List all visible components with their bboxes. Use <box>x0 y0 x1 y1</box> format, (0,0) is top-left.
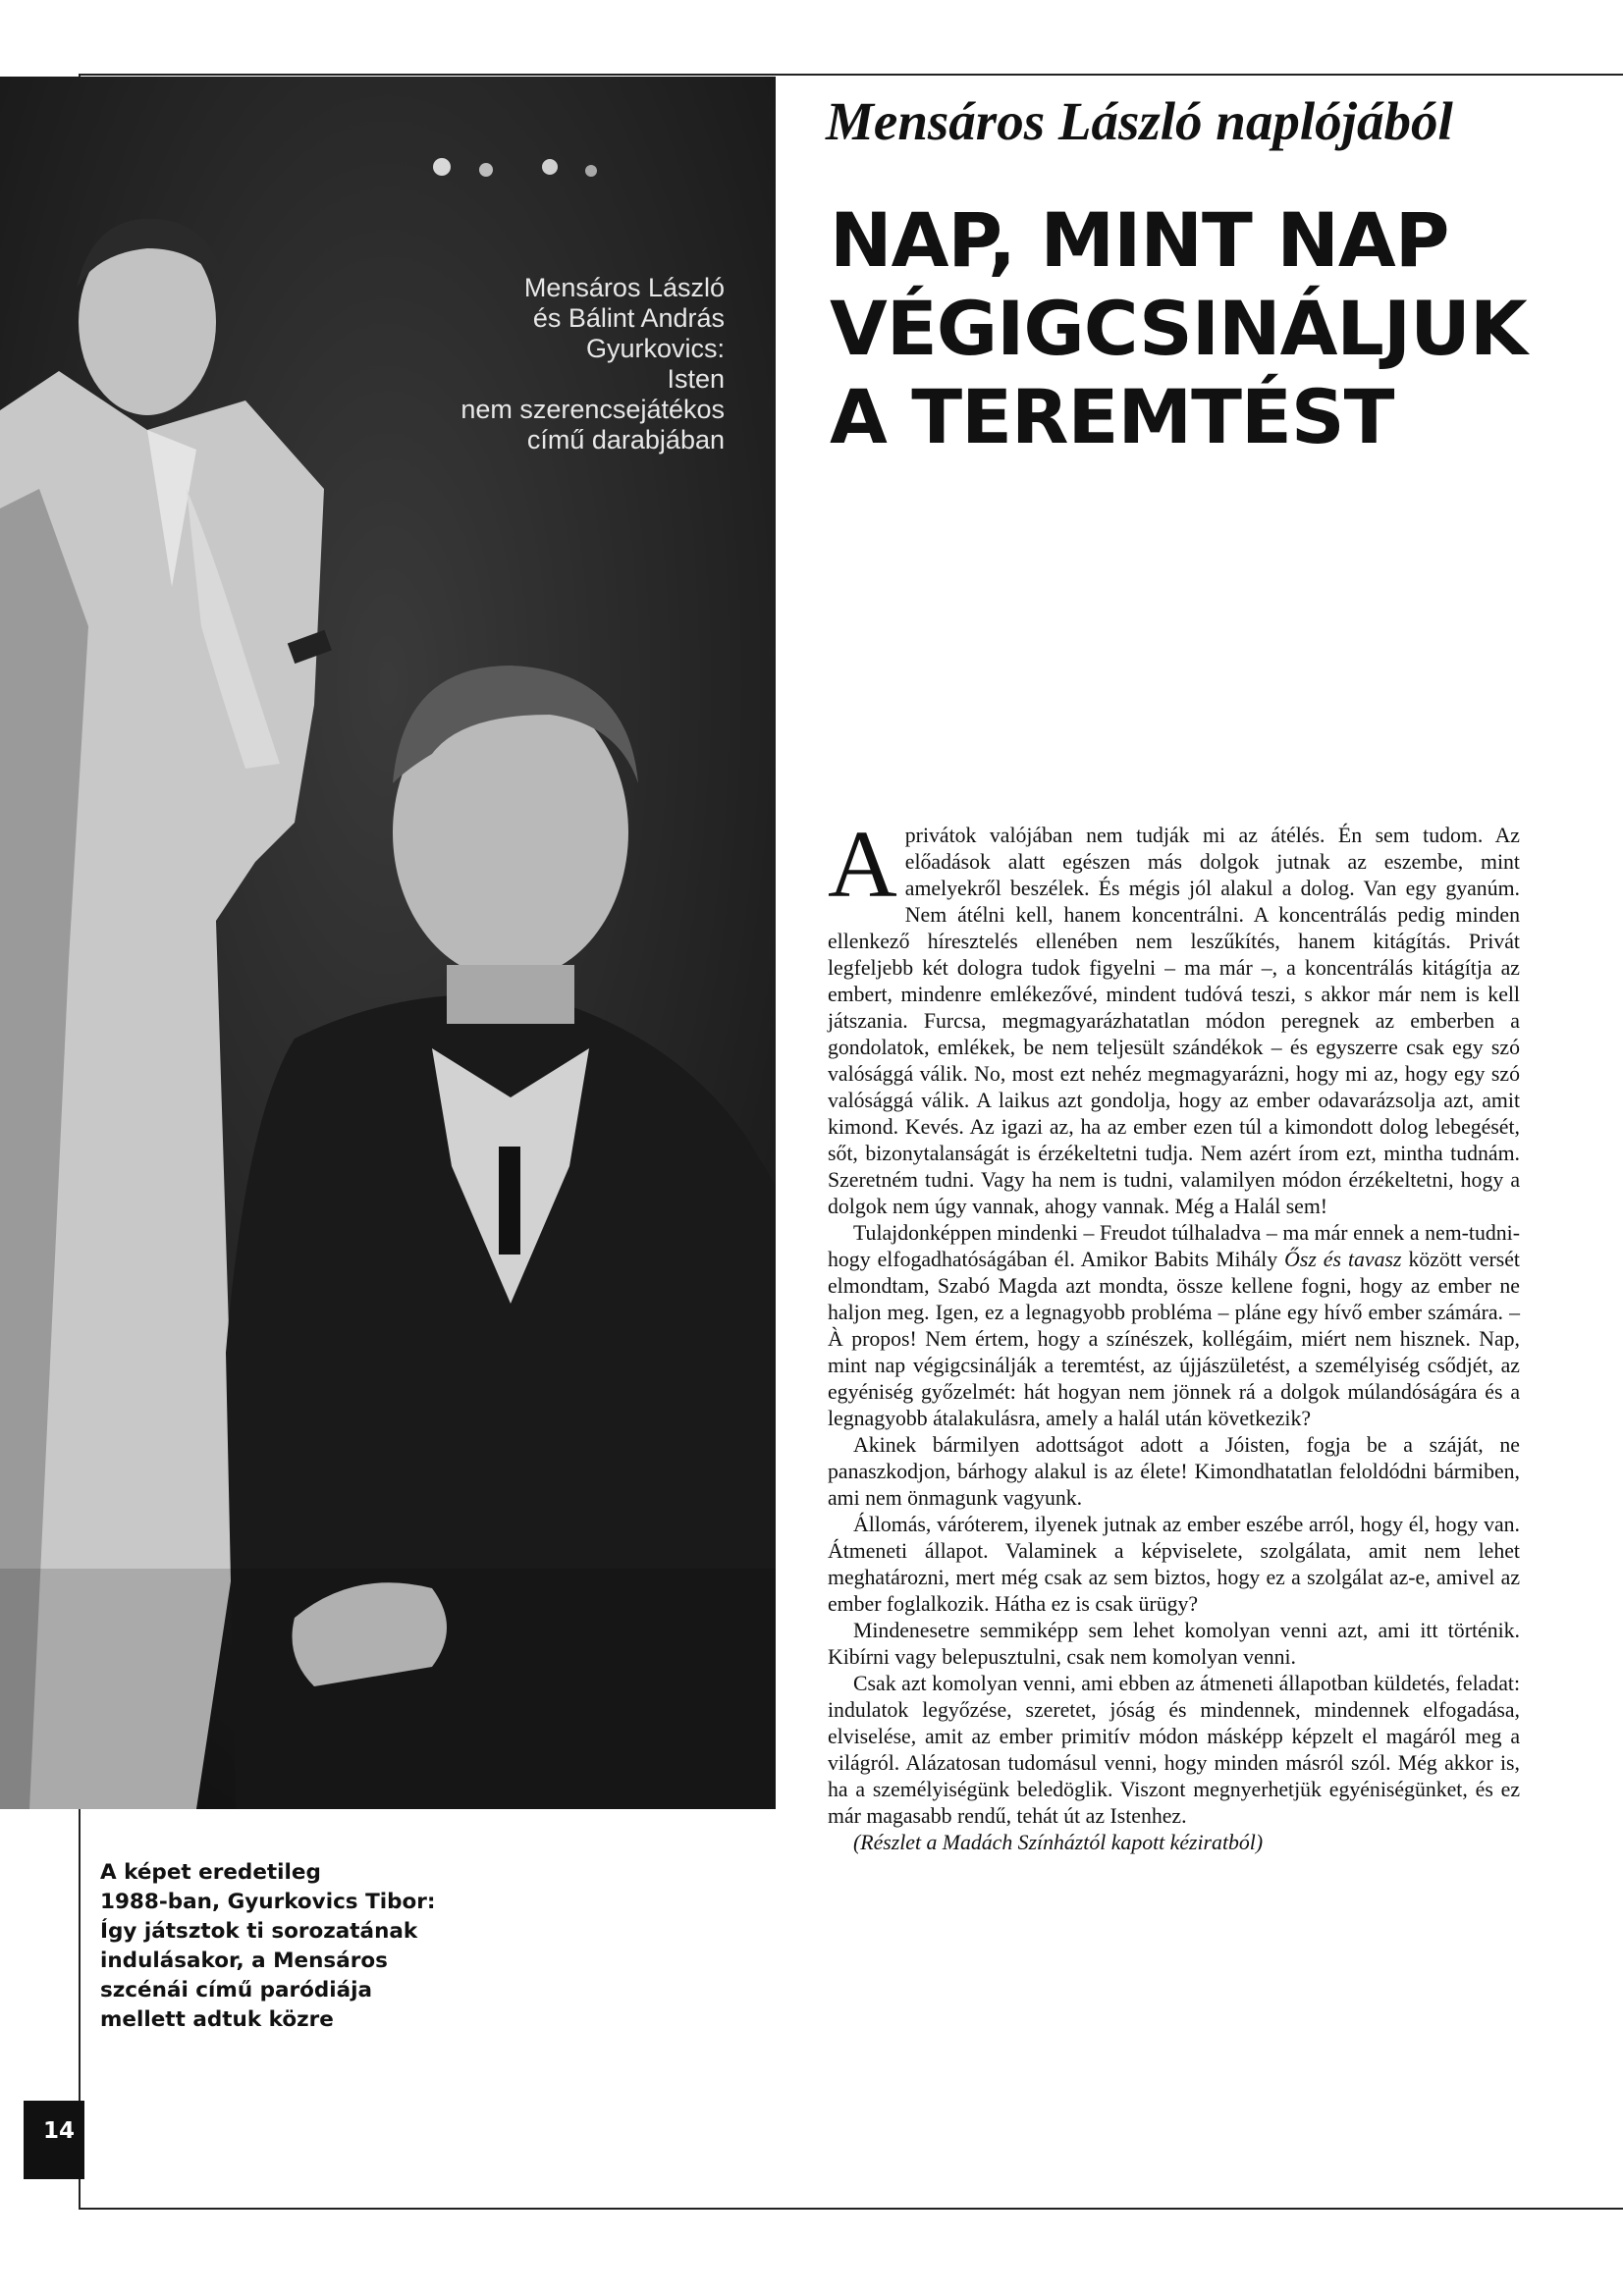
article-paragraph: Mindenesetre semmiképp sem lehet komolyan venni azt, ami itt történik. Kibírni vagy belepusztulni, csak nem komolyan venni. <box>828 1619 1520 1669</box>
sidebar-caption-line: A képet eredetileg <box>100 1860 321 1885</box>
article-paragraph <box>828 1220 1520 1432</box>
paragraph-text: privátok valójában nem tudják mi az átélés. Én sem tudom. Az előadások alatt egészen más dolgok jutnak az eszembe, mint amelyekről beszélek. És mégis jól alakul a dolog. Van egy gyanúm. Nem átélni kell, hanem koncentrálni. A koncentrálás pedig minden ellenkező híresztelés ellenében nem leszűkítés, hanem kitágítás. Privát legfeljebb két dologra tudok figyelni – ma már –, a koncentrálás kitágítja az embert, mindenre emlékezővé, mindent tudóvá teszi, s akkor már nem is kell játszania. Furcsa, megmagyarázhatatlan módon peregnek az emberben a gondolatok, emlékek, be nem teljesült szándékok – és egyszerre csak egy szó valósággá válik. No, most ezt nehéz megmagyarázni, hogy mi az, hogy egy szó valósággá válik. A laikus azt gondolja, hogy az ember odavarázsolja azt, amit kimond. Kevés. Az igazi az, ha az ember ezen túl a kimondott dolog lebegését, sőt, bizonytalanságát is érzékeltetni tudja. Nem azért írom ezt, mintha tudnám. Szeretném tudni. Vagy ha nem is tudni, valamilyen módon érzékeltetni, hogy a dolgok nem úgy vannak, ahogy vannak. Még a Halál sem! <box>828 824 1520 1218</box>
photo-caption-line: Isten <box>667 364 725 394</box>
article-body <box>828 812 1520 1856</box>
sidebar-caption-line: mellett adtuk közre <box>100 2007 334 2032</box>
photo-caption-line: nem szerencsejátékos <box>460 395 725 424</box>
poem-title: Ősz és tavasz <box>1284 1248 1402 1271</box>
sidebar-caption-line: 1988-ban, Gyurkovics Tibor: <box>100 1890 436 1914</box>
article-paragraph <box>828 812 1520 1220</box>
headline-line: VÉGIGCSINÁLJUK <box>830 285 1527 372</box>
photo-caption-line: Mensáros László <box>523 273 725 302</box>
photo-caption-line: és Bálint András <box>532 303 725 333</box>
photo-caption <box>460 273 725 455</box>
headline-line: A TEREMTÉST <box>830 373 1394 460</box>
frame-bottom-rule <box>79 2208 1623 2210</box>
photo-caption-line: Gyurkovics: <box>585 334 725 363</box>
paragraph-text: Tulajdonképpen mindenki – Freudot túlhaladva – ma már ennek a nem-tudni-hogy elfogadhatóságában él. Amikor Babits Mihály <box>828 1221 1520 1271</box>
paragraph-text: között versét elmondtam, Szabó Magda azt mondta, össze kellene fogni, hogy az ember ne haljon meg. Igen, ez a legnagyobb probléma – pláne egy hívő ember számára. – À propos! Nem értem, hogy a színészek, kollégáim, miért nem hisznek. Nap, mint nap végigcsinálják a teremtést, az újjászületést, a személyiség csődjét, az egyéniség győzelmét: hát hogyan nem jönnek rá a dolgok múlandóságára és a legnagyobb átalakulásra, amely a halál után következik? <box>828 1248 1520 1430</box>
article-paragraph: Állomás, váróterem, ilyenek jutnak az ember eszébe arról, hogy él, hogy van. Átmeneti állapot. Valaminek a képviselete, szolgálata, amit nem lehet meghatározni, mert még csak az sem biztos, hogy ez a szolgálat az-e, amivel az ember foglalkozik. Hátha ez is csak ürügy? <box>828 1513 1520 1616</box>
sidebar-caption-line: Így játsztok ti sorozatának <box>100 1919 418 1944</box>
article-kicker: Mensáros László naplójából <box>826 91 1453 151</box>
source-credit: (Részlet a Madách Színháztól kapott kéziratból) <box>853 1831 1264 1854</box>
sidebar-caption-line: szcénái című paródiája <box>100 1978 373 2002</box>
article-paragraph: Akinek bármilyen adottságot adott a Jóisten, fogja be a száját, ne panaszkodjon, bárhogy alakul is az élete! Kimondhatatlan feloldódni bármiben, ami nem önmagunk vagyunk. <box>828 1433 1520 1510</box>
frame-top-rule <box>79 74 1623 76</box>
sidebar-caption-line: indulásakor, a Mensáros <box>100 1949 388 1973</box>
sidebar-caption <box>100 1858 454 2035</box>
photo-caption-line: című darabjában <box>526 425 725 454</box>
drop-cap: A <box>828 812 897 918</box>
stage-photo <box>0 77 776 1809</box>
page-number: 14 <box>43 2118 76 2144</box>
article-headline <box>830 196 1527 461</box>
headline-line: NAP, MINT NAP <box>830 196 1449 284</box>
article-paragraph: Csak azt komolyan venni, ami ebben az átmeneti állapotban küldetés, feladat: indulatok legyőzése, szeretet, jóság és mindennek, mindennek elfogadása, elviselése, amit az ember primitív módon másképp képzelt el magáról meg a világról. Alázatosan tudomásul venni, hogy minden másról szól. Még akkor is, ha a személyiségünk beledöglik. Viszont megnyerhetjük egyéniségünket, és ez már magasabb rendű, tehát út az Istenhez. <box>828 1672 1520 1828</box>
